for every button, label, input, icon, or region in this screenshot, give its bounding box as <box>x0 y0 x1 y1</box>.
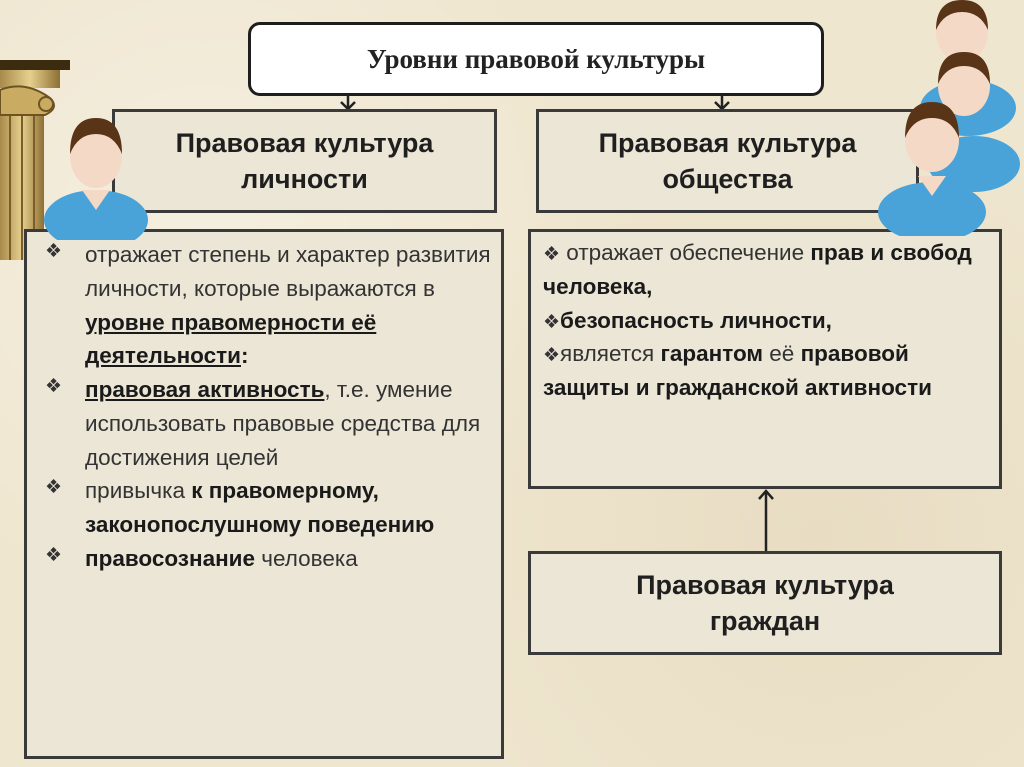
bullet-icon: ❖ <box>543 244 561 265</box>
item-bold: к правомерному, законопослушному поведению <box>85 478 435 537</box>
item-bold: правовой защиты и гражданской активности <box>543 341 932 400</box>
item-text: : <box>240 343 249 369</box>
header-line: граждан <box>709 606 821 636</box>
society-culture-description <box>528 229 1002 489</box>
item-text: является <box>560 341 661 367</box>
header-line: Правовая культура <box>636 569 894 600</box>
diagram-title: Уровни правовой культуры <box>248 22 824 96</box>
item-bold: прав и свобод человека, <box>543 240 972 299</box>
header-society-culture <box>536 109 919 213</box>
item-text: привычка <box>85 478 192 504</box>
item-bold: правосознание <box>85 545 256 571</box>
header-citizens-culture <box>528 551 1002 655</box>
person-icon <box>40 112 152 240</box>
item-text: отражает степень и характер развития личности, которые выражаются в <box>85 242 491 301</box>
bullet-icon: ❖ <box>543 345 561 367</box>
item-bold: уровне правомерности её деятельности <box>85 309 377 369</box>
bullet-icon: ❖ <box>45 376 63 397</box>
item-bold: гарантом <box>660 341 764 367</box>
list-item <box>543 236 989 304</box>
item-text: человека <box>255 545 358 571</box>
list-item <box>39 542 493 576</box>
bullet-icon: ❖ <box>45 241 63 262</box>
header-line: личности <box>241 164 368 194</box>
item-text: её <box>763 341 801 367</box>
header-line: общества <box>662 164 793 194</box>
list-item <box>543 304 989 338</box>
arrow-citizens-to-society <box>754 488 778 552</box>
list-item <box>39 373 493 474</box>
item-text: , т.е. умение использовать правовые средства для достижения целей <box>85 377 481 470</box>
personal-culture-description <box>24 229 504 759</box>
header-line: Правовая культура <box>598 127 857 158</box>
header-personal-culture <box>112 109 497 213</box>
list-item <box>39 238 493 373</box>
people-group-icon <box>876 0 1020 236</box>
list-item <box>543 337 989 405</box>
header-line: Правовая культура <box>175 127 434 158</box>
list-item <box>39 474 493 542</box>
item-bold: правовая активность <box>85 377 325 402</box>
bullet-icon: ❖ <box>543 311 561 333</box>
bullet-icon: ❖ <box>45 544 63 566</box>
bullet-icon: ❖ <box>45 477 63 499</box>
item-bold: безопасность личности, <box>560 307 832 333</box>
item-text: отражает обеспечение <box>560 240 811 265</box>
